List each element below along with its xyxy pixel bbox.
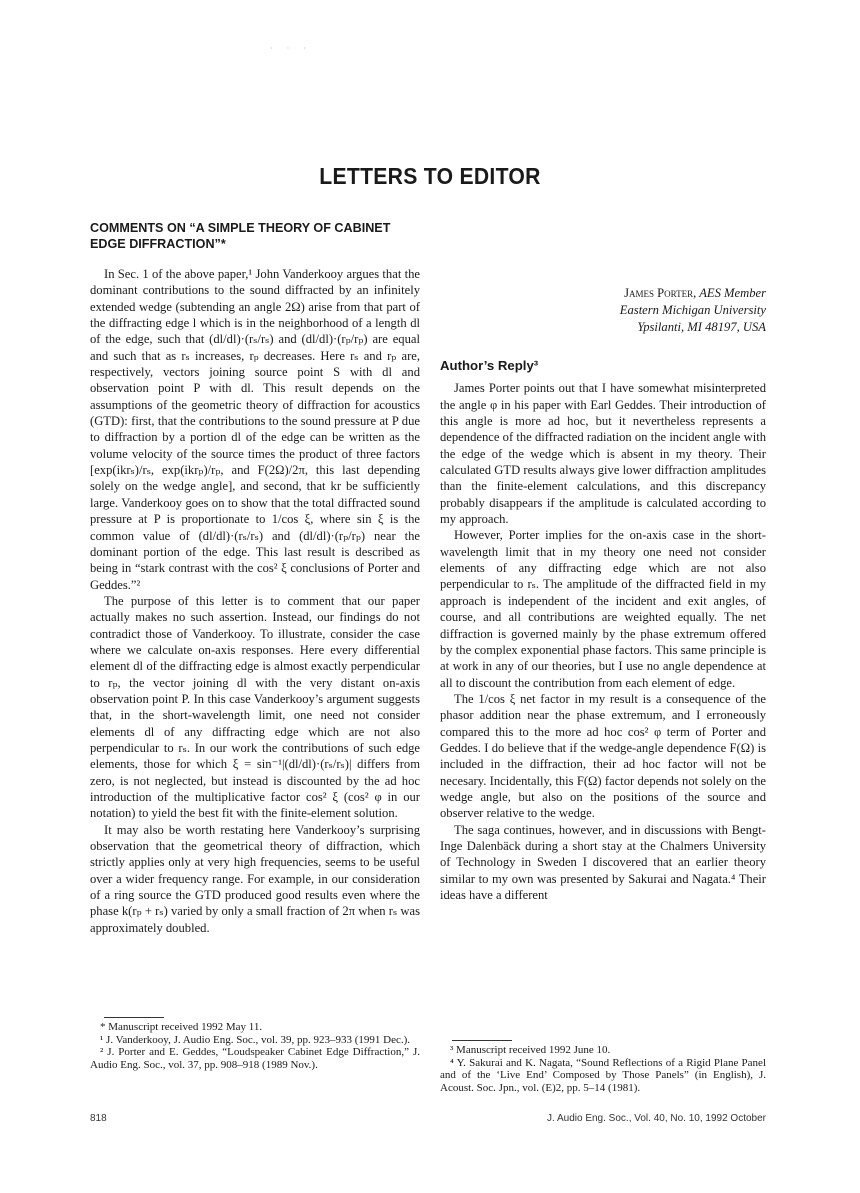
journal-citation: J. Audio Eng. Soc., Vol. 40, No. 10, 1992 October — [546, 1113, 766, 1124]
signature-name: James Porter — [624, 286, 694, 300]
letter-paragraph-1: In Sec. 1 of the above paper,¹ John Vanderkooy argues that the dominant contributions to the sound diffracted by an infinitely extended wedge (subtending an angle 2Ω) arise from that part of the diffracting edge l which is in the neighborhood of a length dl of the edge, such that (dl/dl)·(rₛ/rₛ) and (dl/dl)·(rₚ/rₚ) are equal and such that as rₛ increases, rₚ decreases. Here rₛ and rₚ are, respectively, vectors joining source point S with dl and observation point P with dl. This result depends on the assumptions of the geometric theory of diffraction for acoustics (GTD): first, that the contributions to the sound pressure at P due to diffraction by a portion dl of the edge can be written as the volume velocity of the source times the product of three factors [exp(ikrₛ)/rₛ, exp(ikrₚ)/rₚ, and F(2Ω)/2π, this last depending solely on the wedge angle], and second, that kr be sufficiently large. Vanderkooy goes on to show that the total diffracted sound pressure at P is proportionate to 1/cos ξ, where sin ξ is the common value of (dl/dl)·(rₛ/rₛ) and (dl/dl)·(rₚ/rₚ) near the dominant portion of the edge. This last result is described as being in “stark contrast with the cos² ξ conclusions of Porter and Geddes.”² — [90, 267, 420, 592]
footnote-1: ¹ J. Vanderkooy, J. Audio Eng. Soc., vol. 39, pp. 923–933 (1991 Dec.). — [100, 1033, 411, 1046]
letter-paragraph-2: The purpose of this letter is to comment that our paper actually makes no such assertion. Instead, our findings do not contradict those of Vanderkooy. To illustrate, consider the case where we calculate on-axis responses. Here every differential element dl of the diffracting edge is almost exactly perpendicular to rₚ, the vector joining dl with the very distant on-axis observation point P. In this case Vanderkooy’s argument suggests that, in the short-wavelength limit, one need not consider elements dl of any diffracting edge which are not also perpendicular to rₛ. In our work the contributions of such edge elements, those for which ξ = sin⁻¹|(dl/dl)·(rₛ/rₛ)| differs from zero, is not neglected, but instead is discounted by the ad hoc introduction of the multiplicative factor cos² ξ (cos² φ in our notation) to yield the best fit with the finite-element solution. — [90, 593, 420, 821]
right-column — [440, 225, 766, 903]
left-column — [90, 220, 420, 936]
footnote-3: ³ Manuscript received 1992 June 10. — [450, 1044, 611, 1056]
footnote-manuscript-letter: * Manuscript received 1992 May 11. — [100, 1021, 263, 1033]
footnote-rule-left — [104, 1017, 164, 1018]
footnotes-left — [90, 1021, 420, 1071]
footnote-2: ² J. Porter and E. Geddes, “Loudspeaker Cabinet Edge Diffraction,” J. Audio Eng. Soc., vol. 37, pp. 908–918 (1989 Nov.). — [90, 1046, 420, 1071]
reply-heading: Author’s Reply³ — [440, 358, 539, 373]
signature-affiliation: , AES Member — [693, 286, 766, 300]
page-title: LETTERS TO EDITOR — [319, 163, 541, 190]
letter-paragraph-3: It may also be worth restating here Vanderkooy’s surprising observation that the geometrical theory of diffraction, which strictly applies only at very high frequencies, seems to be useful over a wider frequency range. For example, in our consideration of a ring source the GTD produced good results even where the phase k(rₚ + rₛ) varied by only a small fraction of 2π when rₛ was approximately doubled. — [90, 822, 420, 935]
signature-location: Ypsilanti, MI 48197, USA — [637, 320, 766, 334]
footnote-rule-right — [452, 1040, 512, 1041]
reply-paragraph-4: The saga continues, however, and in discussions with Bengt-Inge Dalenbäck during a short stay at the Chalmers University of Technology in Sweden I discovered that an earlier theory similar to my own was presented by Sakurai and Nagata.⁴ Their ideas have a different — [440, 822, 766, 902]
page-number: 818 — [90, 1113, 107, 1124]
footnotes-right — [440, 1044, 766, 1094]
letter-title: COMMENTS ON “A SIMPLE THEORY OF CABINET EDGE DIFFRACTION”* — [90, 221, 391, 251]
reply-paragraph-3: The 1/cos ξ net factor in my result is a consequence of the phasor addition near the phase extremum, and I erroneously compared this to the more ad hoc cos² φ term of Porter and Geddes. I do believe that if the wedge-angle dependence F(Ω) is included in the diffraction, their ad hoc factor will not be necesary. Incidentally, this F(Ω) factor depends not solely on the wedge angle, but also on the positions of the source and observer relative to the wedge. — [440, 691, 766, 821]
signature-institution: Eastern Michigan University — [619, 303, 766, 317]
scan-specks: · · · — [270, 44, 312, 53]
reply-paragraph-1: James Porter points out that I have somewhat misinterpreted the angle φ in his paper with Earl Geddes. Their introduction of this angle is more ad hoc, but it nevertheless represents a dependence of the diffracted radiation on the incident angle with the edge of the wedge which is absent in my theory. Their calculated GTD results always give lower diffraction amplitudes than the finite-element calculations, and this discrepancy probably disappears if the amplitude is calculated according to my approach. — [440, 381, 766, 527]
letter-signature — [440, 285, 766, 336]
reply-paragraph-2: However, Porter implies for the on-axis case in the short-wavelength limit that in my theory one need not consider elements of any diffracting edge which are not also perpendicular to rₛ. The amplitude of the diffracted field in my approach is independent of the incident and exit angles, of course, and all contributions are weighted equally. The net diffraction is governed mainly by the phase extremum offered by the complex exponential phase factors. This same principle is at work in any of our theories, but I use no angle dependence at all to discount the contribution from each element of edge. — [440, 528, 766, 690]
footnote-4: ⁴ Y. Sakurai and K. Nagata, “Sound Reflections of a Rigid Plane Panel and of the ‘Live End’ Composed by Those Panels” (in English), J. Acoust. Soc. Jpn., vol. (E)2, pp. 5–14 (1981). — [440, 1056, 766, 1094]
